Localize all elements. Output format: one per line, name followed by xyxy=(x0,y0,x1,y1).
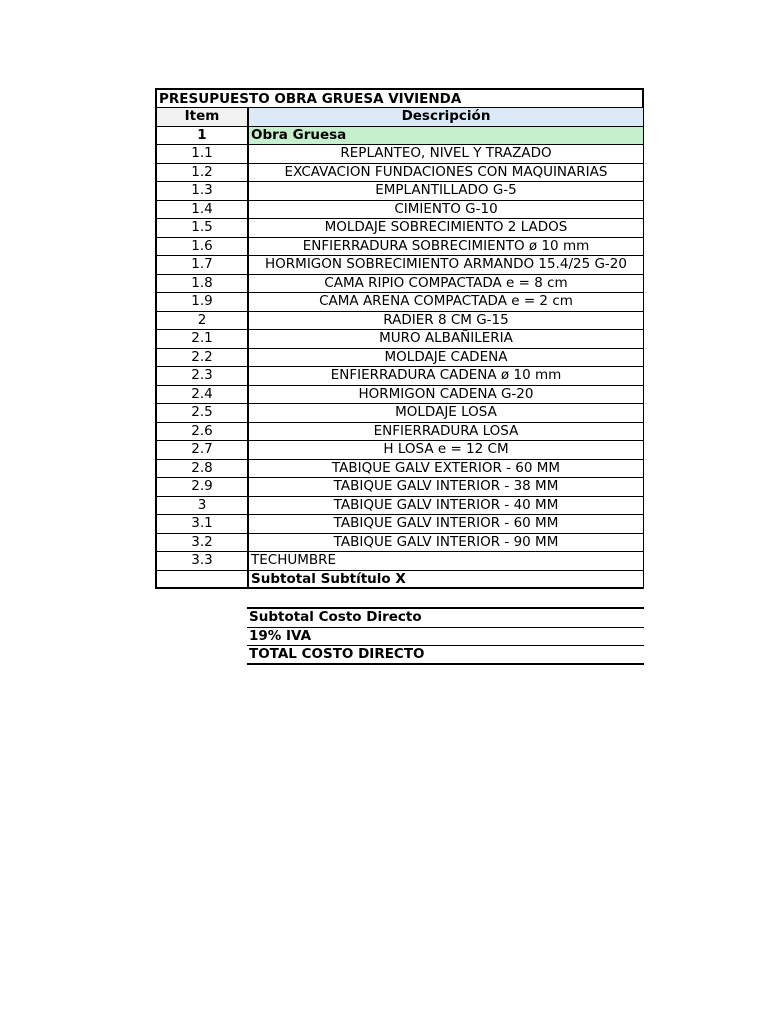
section-item: 1 xyxy=(157,127,249,145)
table-row xyxy=(157,330,643,349)
row-description: TABIQUE GALV EXTERIOR - 60 MM xyxy=(331,459,561,476)
table-title: PRESUPUESTO OBRA GRUESA VIVIENDA xyxy=(155,88,644,108)
subtotal-costo-directo: Subtotal Costo Directo xyxy=(247,609,644,628)
table-row xyxy=(157,386,643,405)
table-row xyxy=(157,441,643,460)
row-item: 2 xyxy=(157,312,249,330)
iva-row: 19% IVA xyxy=(247,628,644,647)
row-item: 2.6 xyxy=(157,423,249,441)
table-row xyxy=(157,219,643,238)
row-description: EMPLANTILLADO G-5 xyxy=(375,182,517,198)
table-header-row xyxy=(157,108,643,127)
row-description: EXCAVACION FUNDACIONES CON MAQUINARIAS xyxy=(284,163,608,180)
table-row xyxy=(157,201,643,220)
row-description: H LOSA e = 12 CM xyxy=(383,441,509,457)
table-row xyxy=(157,423,643,442)
table-row xyxy=(157,164,643,183)
row-description: ENFIERRADURA LOSA xyxy=(373,422,519,439)
row-item: 3.3 xyxy=(157,552,249,570)
table-row xyxy=(157,460,643,479)
row-item: 2.1 xyxy=(157,330,249,348)
subtotal-item xyxy=(157,571,249,588)
subtotal-row xyxy=(157,571,643,590)
table-row xyxy=(157,478,643,497)
totals-block xyxy=(247,607,644,665)
row-item: 1.6 xyxy=(157,238,249,256)
table-row xyxy=(157,367,643,386)
subtotal-label: Subtotal Subtítulo X xyxy=(251,570,406,587)
row-description: ENFIERRADURA SOBRECIMIENTO ø 10 mm xyxy=(302,237,590,254)
table-grid xyxy=(155,108,644,589)
table-row xyxy=(157,312,643,331)
budget-table xyxy=(155,88,644,589)
row-description: MOLDAJE LOSA xyxy=(395,404,497,420)
row-item: 2.4 xyxy=(157,386,249,404)
table-row xyxy=(157,515,643,534)
table-body xyxy=(157,145,643,552)
section-description: Obra Gruesa xyxy=(249,127,643,145)
row-item: 1.1 xyxy=(157,145,249,163)
row-description: CAMA ARENA COMPACTADA e = 2 cm xyxy=(319,293,573,309)
row-description: TABIQUE GALV INTERIOR - 90 MM xyxy=(333,533,559,550)
row-item: 1.4 xyxy=(157,201,249,219)
table-row xyxy=(157,275,643,294)
row-description: TABIQUE GALV INTERIOR - 38 MM xyxy=(333,478,559,494)
row-item: 2.9 xyxy=(157,478,249,496)
table-row xyxy=(157,293,643,312)
row-item: 3.2 xyxy=(157,534,249,552)
row-description: MOLDAJE CADENA xyxy=(384,348,508,365)
row-item: 2.2 xyxy=(157,349,249,367)
table-row xyxy=(157,349,643,368)
row-description: MURO ALBAÑILERIA xyxy=(379,330,513,346)
row-description: MOLDAJE SOBRECIMIENTO 2 LADOS xyxy=(324,219,568,235)
column-header-description: Descripción xyxy=(249,108,643,126)
row-item: 1.3 xyxy=(157,182,249,200)
row-description: ENFIERRADURA CADENA ø 10 mm xyxy=(330,367,562,383)
row-item: 3 xyxy=(157,497,249,515)
row-description: TABIQUE GALV INTERIOR - 60 MM xyxy=(333,515,559,531)
row-item: 2.7 xyxy=(157,441,249,459)
row-item: 2.8 xyxy=(157,460,249,478)
row-item: 1.8 xyxy=(157,275,249,293)
table-row xyxy=(157,404,643,423)
row-description: TECHUMBRE xyxy=(251,552,337,568)
table-row xyxy=(157,238,643,257)
row-item: 1.5 xyxy=(157,219,249,237)
table-row xyxy=(157,145,643,164)
row-item: 3.1 xyxy=(157,515,249,533)
row-description: HORMIGON CADENA G-20 xyxy=(358,385,534,402)
row-item: 1.9 xyxy=(157,293,249,311)
row-description: CIMIENTO G-10 xyxy=(394,200,498,217)
table-row xyxy=(157,182,643,201)
table-row xyxy=(157,534,643,553)
row-item: 1.2 xyxy=(157,164,249,182)
row-item: 2.5 xyxy=(157,404,249,422)
row-description: HORMIGON SOBRECIMIENTO ARMANDO 15.4/25 G-20 xyxy=(265,256,627,272)
row-description: REPLANTEO, NIVEL Y TRAZADO xyxy=(340,145,552,161)
row-item: 1.7 xyxy=(157,256,249,274)
table-row xyxy=(157,256,643,275)
row-description: TABIQUE GALV INTERIOR - 40 MM xyxy=(333,496,559,513)
table-row-techumbre xyxy=(157,552,643,571)
row-description: RADIER 8 CM G-15 xyxy=(383,311,509,328)
table-row xyxy=(157,497,643,516)
row-item: 2.3 xyxy=(157,367,249,385)
column-header-item: Item xyxy=(157,108,249,126)
total-costo-directo: TOTAL COSTO DIRECTO xyxy=(247,646,644,665)
row-description: CAMA RIPIO COMPACTADA e = 8 cm xyxy=(324,274,568,291)
section-row xyxy=(157,127,643,146)
